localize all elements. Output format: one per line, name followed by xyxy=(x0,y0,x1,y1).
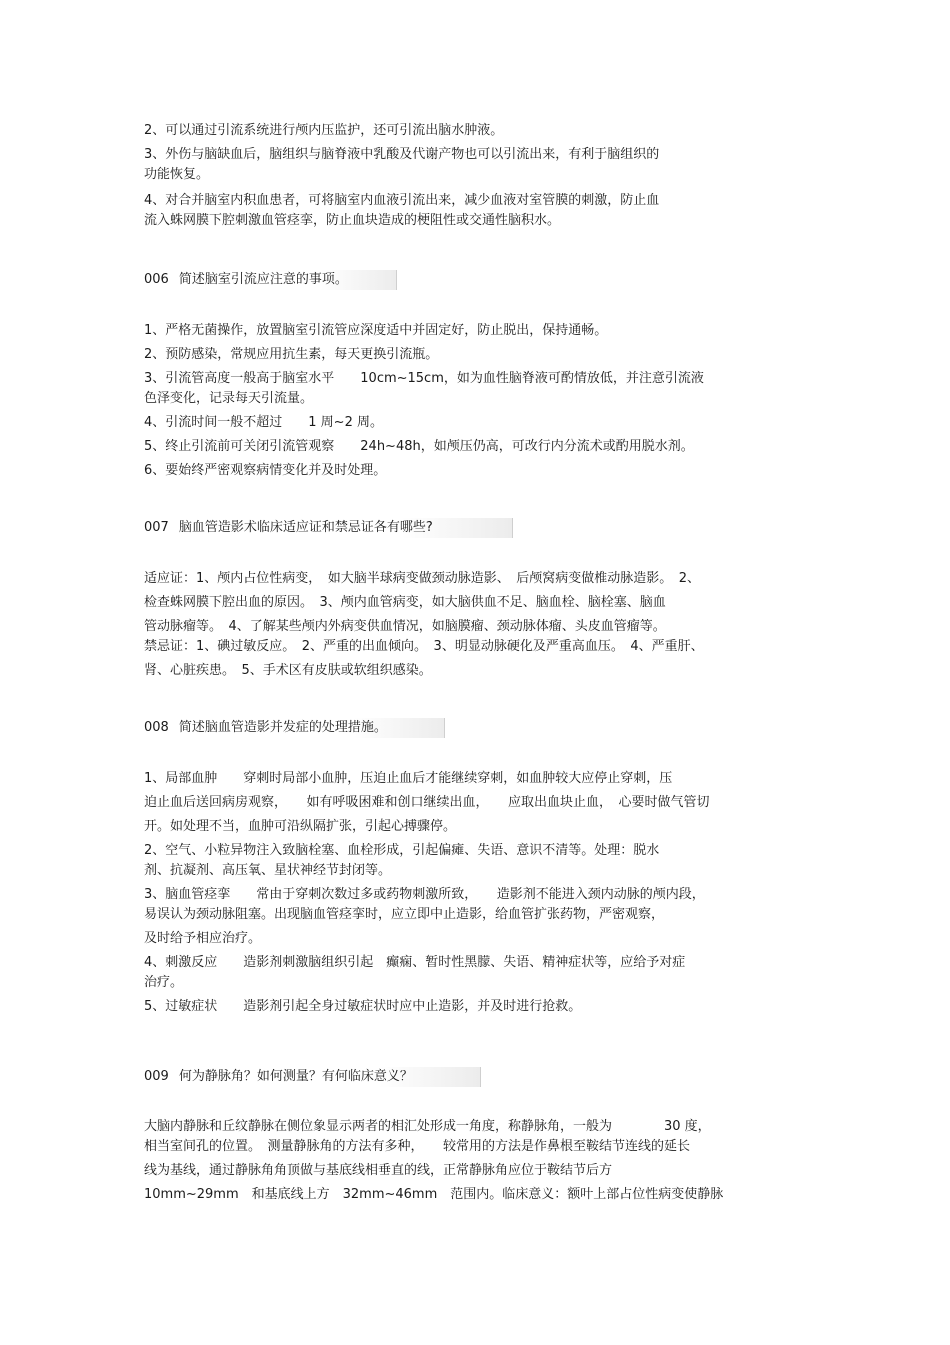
paragraph-line: 3、引流管高度一般高于脑室水平 10cm~15cm，如为血性脑脊液可酌情放低，并注意引流液 xyxy=(144,371,704,386)
paragraph-line: 5、终止引流前可关闭引流管观察 24h~48h，如颅压仍高，可改行内分流术或酌用脱水剂。 xyxy=(144,439,694,454)
paragraph-line: 适应证：1、颅内占位性病变， 如大脑半球病变做颈动脉造影、 后颅窝病变做椎动脉造影。 2、 xyxy=(144,571,701,586)
section-006-body xyxy=(144,322,824,486)
section-title: 何为静脉角？如何测量？有何临床意义？ xyxy=(178,1069,413,1084)
paragraph-line: 相当室间孔的位置。 测量静脉角的方法有多种， 较常用的方法是作鼻根至鞍结节连线的延长 xyxy=(144,1139,691,1154)
paragraph-line: 流入蛛网膜下腔刺激血管痉挛，防止血块造成的梗阻性或交通性脑积水。 xyxy=(144,213,561,228)
section-008-body xyxy=(144,770,824,1022)
paragraph-line: 迫止血后送回病房观察， 如有呼吸困难和创口继续出血， 应取出血块止血， 心要时做气管切 xyxy=(144,795,710,810)
section-heading-007 xyxy=(144,518,513,538)
section-number: 007 xyxy=(144,520,169,535)
paragraph-line: 检查蛛网膜下腔出血的原因。 3、颅内血管病变，如大脑供血不足、脑血栓、脑栓塞、脑血 xyxy=(144,595,666,610)
paragraph-line: 禁忌证：1、碘过敏反应。 2、严重的出血倾向。 3、明显动脉硬化及严重高血压。 4、严重肝、 xyxy=(144,639,704,654)
paragraph-line: 5、过敏症状 造影剂引起全身过敏症状时应中止造影，并及时进行抢救。 xyxy=(144,999,582,1014)
paragraph-line: 线为基线，通过静脉角角顶做与基底线相垂直的线，正常静脉角应位于鞍结节后方 xyxy=(144,1163,613,1178)
section-title: 脑血管造影术临床适应证和禁忌证各有哪些? xyxy=(178,520,433,535)
paragraph-line: 治疗。 xyxy=(144,975,184,990)
paragraph-line: 2、预防感染，常规应用抗生素，每天更换引流瓶。 xyxy=(144,347,439,362)
paragraph-line: 功能恢复。 xyxy=(144,167,210,182)
section-heading-006 xyxy=(144,270,397,290)
paragraph-line: 4、对合并脑室内积血患者，可将脑室内血液引流出来，减少血液对室管膜的刺激，防止血 xyxy=(144,193,660,208)
paragraph-line: 及时给予相应治疗。 xyxy=(144,931,262,946)
paragraph-line: 4、刺激反应 造影剂刺激脑组织引起 癫痫、暂时性黑朦、失语、精神症状等，应给予对症 xyxy=(144,955,686,970)
paragraph-line: 4、引流时间一般不超过 1 周~2 周。 xyxy=(144,415,383,430)
section-009-body xyxy=(144,1118,824,1210)
paragraph-line: 6、要始终严密观察病情变化并及时处理。 xyxy=(144,463,387,478)
paragraph-line: 3、外伤与脑缺血后，脑组织与脑脊液中乳酸及代谢产物也可以引流出来，有利于脑组织的 xyxy=(144,147,660,162)
section-007-body xyxy=(144,570,824,686)
section-number: 008 xyxy=(144,720,169,735)
section-heading-008 xyxy=(144,718,445,738)
paragraph-line: 3、脑血管痉挛 常由于穿刺次数过多或药物刺激所致， 造影剂不能进入颈内动脉的颅内段， xyxy=(144,887,705,902)
paragraph-line: 1、严格无菌操作，放置脑室引流管应深度适中并固定好，防止脱出，保持通畅。 xyxy=(144,323,608,338)
section-number: 009 xyxy=(144,1069,169,1084)
section-heading-009 xyxy=(144,1067,481,1087)
paragraph-line: 2、空气、小粒异物注入致脑栓塞、血栓形成，引起偏瘫、失语、意识不清等。处理：脱水 xyxy=(144,843,660,858)
paragraph-line: 色泽变化，记录每天引流量。 xyxy=(144,391,314,406)
paragraph-line: 管动脉瘤等。 4、了解某些颅内外病变供血情况，如脑膜瘤、颈动脉体瘤、头皮血管瘤等。 xyxy=(144,619,666,634)
paragraph-line: 易误认为颈动脉阻塞。出现脑血管痉挛时，应立即中止造影，给血管扩张药物，严密观察， xyxy=(144,907,665,922)
paragraph-line: 10mm~29mm 和基底线上方 32mm~46mm 范围内。临床意义：额叶上部占位性病变使静脉 xyxy=(144,1187,724,1202)
section-title: 简述脑室引流应注意的事项。 xyxy=(178,272,348,287)
paragraph-line: 大脑内静脉和丘纹静脉在侧位象显示两者的相汇处形成一角度，称静脉角，一般为 30 度， xyxy=(144,1119,711,1134)
paragraph-line: 剂、抗凝剂、高压氧、星状神经节封闭等。 xyxy=(144,863,392,878)
paragraph-line: 开。如处理不当，血肿可沿纵隔扩张，引起心搏骤停。 xyxy=(144,819,457,834)
section-005-body xyxy=(144,122,824,236)
section-number: 006 xyxy=(144,272,169,287)
paragraph-line: 2、可以通过引流系统进行颅内压监护，还可引流出脑水肿液。 xyxy=(144,123,504,138)
section-title: 简述脑血管造影并发症的处理措施。 xyxy=(178,720,387,735)
paragraph-line: 肾、心脏疾患。 5、手术区有皮肤或软组织感染。 xyxy=(144,663,432,678)
paragraph-line: 1、局部血肿 穿刺时局部小血肿，压迫止血后才能继续穿刺，如血肿较大应停止穿刺，压 xyxy=(144,771,673,786)
